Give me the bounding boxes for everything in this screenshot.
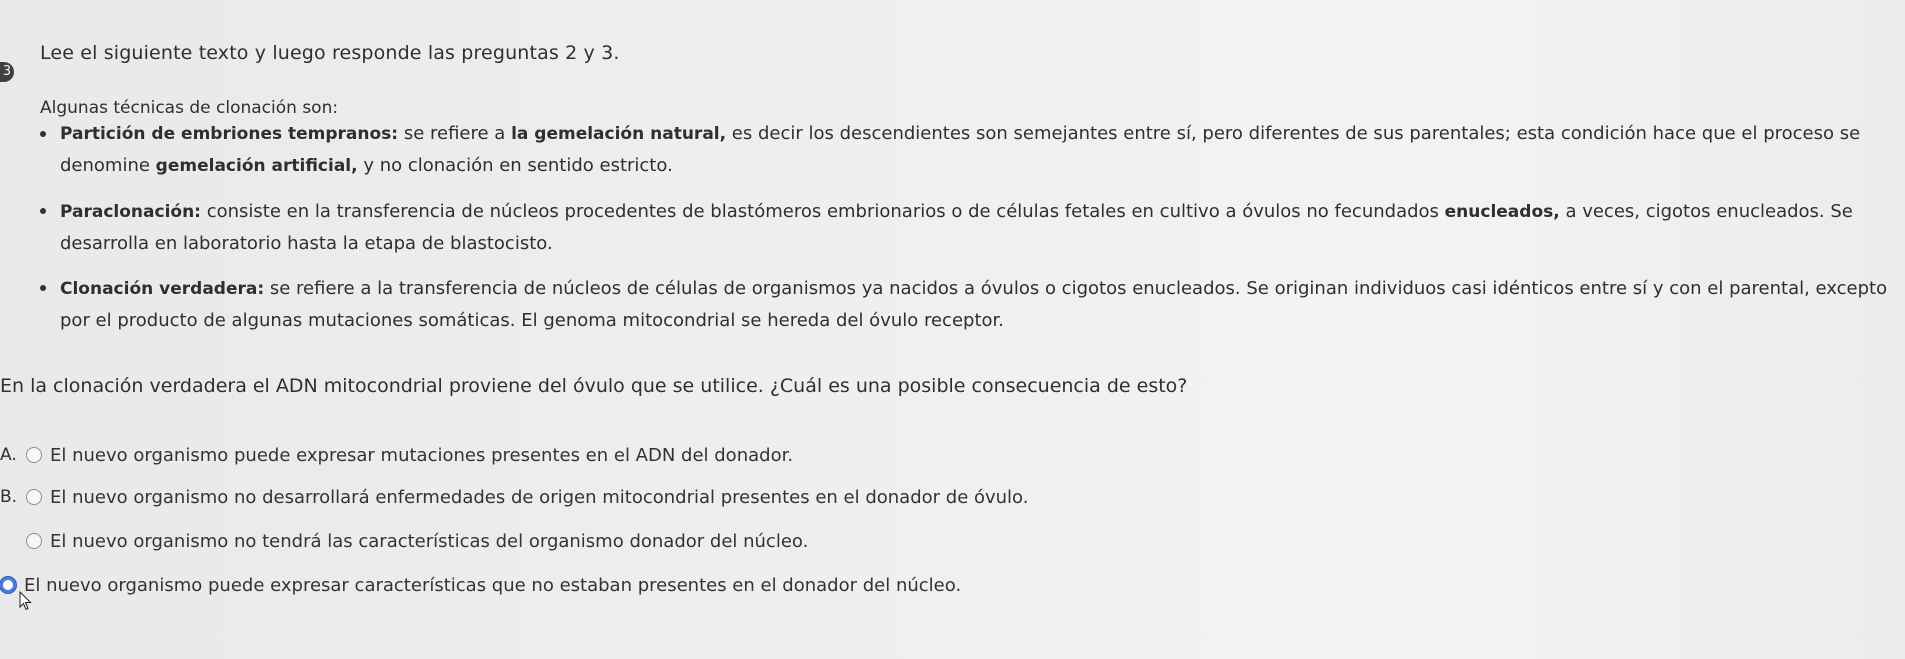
bullet-item-paraclonacion bbox=[40, 196, 1895, 259]
bullet-term: Partición de embriones tempranos: bbox=[60, 124, 399, 144]
bullet-emphasis: gemelación artificial, bbox=[155, 156, 358, 176]
option-text: El nuevo organismo no desarrollará enfermedades de origen mitocondrial presentes en el donador de óvulo. bbox=[50, 486, 1029, 508]
bullet-term: Clonación verdadera: bbox=[60, 279, 265, 299]
option-a[interactable] bbox=[0, 441, 793, 469]
bullet-text: a veces, cigotos enucleados. Se desarrolla en laboratorio hasta la etapa de blastocisto. bbox=[60, 201, 1853, 254]
option-b[interactable] bbox=[0, 483, 1028, 511]
passage-bullets bbox=[40, 118, 1895, 350]
mouse-pointer-icon bbox=[19, 591, 32, 611]
bullet-item-clonacion-verdadera bbox=[40, 273, 1895, 336]
radio-button[interactable] bbox=[26, 447, 42, 463]
bullet-text: se refiere a bbox=[398, 123, 512, 144]
option-text: El nuevo organismo puede expresar mutaciones presentes en el ADN del donador. bbox=[50, 444, 794, 466]
radio-button-selected[interactable] bbox=[0, 577, 16, 593]
radio-button[interactable] bbox=[26, 489, 42, 505]
option-letter: B. bbox=[0, 487, 18, 507]
option-text: El nuevo organismo puede expresar características que no estaban presentes en el donador del núcleo. bbox=[24, 574, 962, 596]
bullet-term: Paraclonación: bbox=[60, 202, 201, 222]
bullet-text: consiste en la transferencia de núcleos procedentes de blastómeros embrionarios o de células fetales en cultivo a óvulos no fecundados bbox=[200, 201, 1445, 222]
option-d[interactable] bbox=[0, 571, 961, 599]
bullet-text: y no clonación en sentido estricto. bbox=[357, 155, 673, 176]
passage-intro: Algunas técnicas de clonación son: bbox=[40, 98, 339, 118]
bullet-emphasis: enucleados, bbox=[1444, 202, 1560, 222]
option-text: El nuevo organismo no tendrá las características del organismo donador del núcleo. bbox=[50, 530, 809, 552]
option-c[interactable] bbox=[0, 527, 808, 555]
bullet-item-particion bbox=[40, 118, 1895, 182]
bullet-emphasis: la gemelación natural, bbox=[511, 124, 727, 144]
option-letter: A. bbox=[0, 445, 17, 465]
question-prompt: En la clonación verdadera el ADN mitocondrial proviene del óvulo que se utilice. ¿Cuál es una posible consecuencia de esto? bbox=[0, 375, 1188, 397]
bullet-text: se refiere a la transferencia de núcleos de células de organismos ya nacidos a óvulos o cigotos enucleados. Se originan individuos casi idénticos entre sí y con el parental, excepto por el producto de algunas mutaciones somáticas. El genoma mitocondrial se hereda del óvulo receptor. bbox=[60, 278, 1888, 331]
question-instruction: Lee el siguiente texto y luego responde las preguntas 2 y 3. bbox=[40, 42, 620, 64]
bullet-text: es decir los descendientes son semejantes entre sí, pero diferentes de sus parentales; esta condición hace que el proceso se denomine bbox=[60, 123, 1861, 176]
question-number-badge: 3 bbox=[0, 62, 14, 82]
radio-button[interactable] bbox=[26, 533, 42, 549]
